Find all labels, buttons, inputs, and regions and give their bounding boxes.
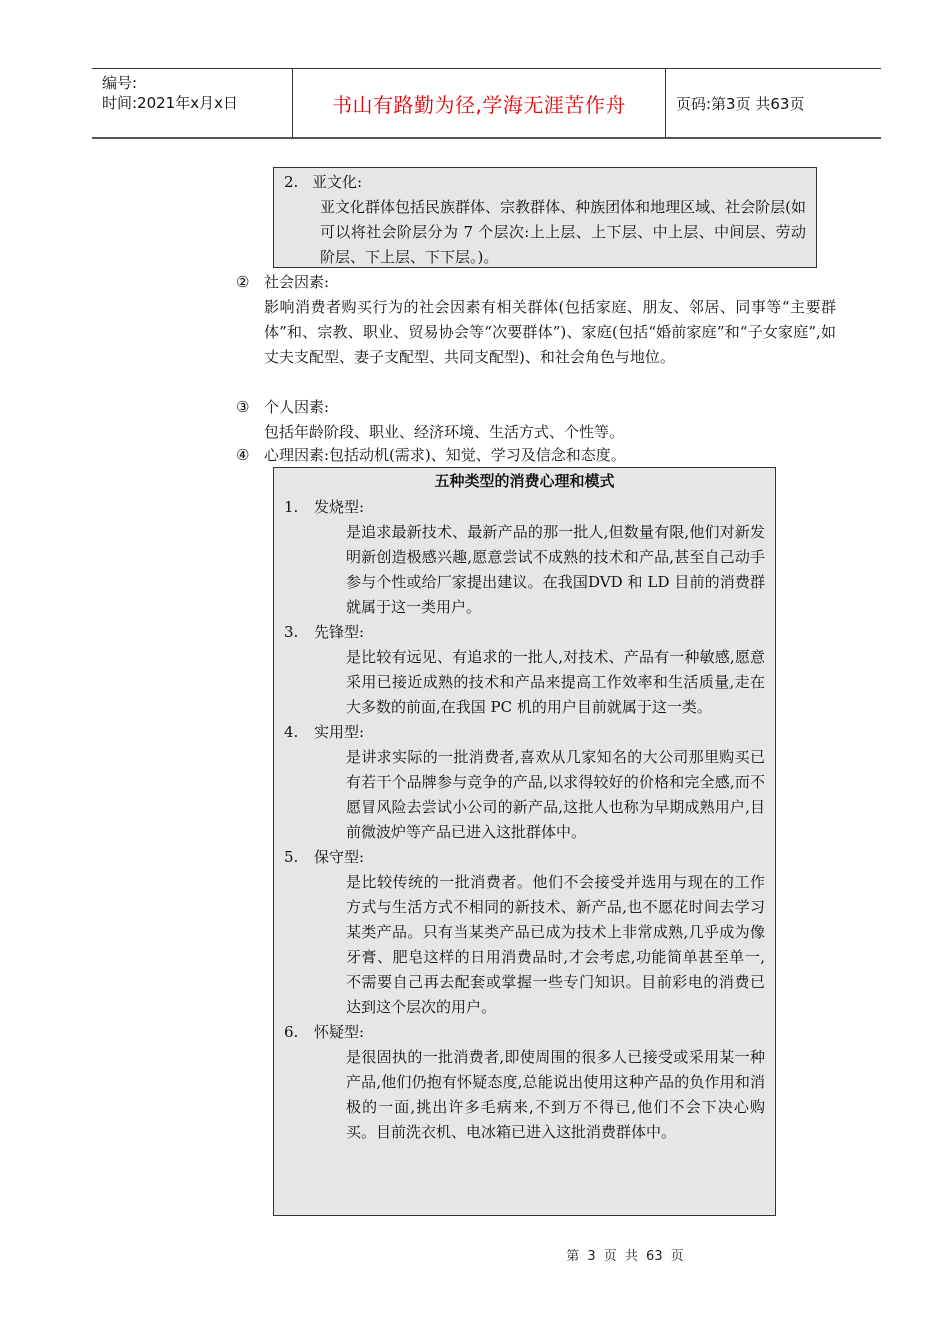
section-social-factors xyxy=(236,270,836,370)
section-heading xyxy=(236,443,836,468)
box-title: 五种类型的消费心理和模式 xyxy=(434,472,615,490)
section-title: 个人因素: xyxy=(264,398,330,416)
section-title: 心理因素:包括动机(需求)、知觉、学习及信念和态度。 xyxy=(264,446,626,464)
header-motto: 书山有路勤为径,学海无涯苦作舟 xyxy=(293,69,666,137)
item-body: 是追求最新技术、最新产品的那一批人,但数量有限,他们对新发明新创造极感兴趣,愿意尝试不成熟的技术和产品,甚至自己动手参与个性或给厂家提出建议。在我国DVD 和 LD 目前的消费群就属于这一类用户。 xyxy=(346,523,765,616)
section-psychological-factors xyxy=(236,443,836,468)
item-heading xyxy=(284,495,765,520)
item-number: 1. xyxy=(284,498,299,516)
item-heading xyxy=(284,1020,765,1045)
page-header xyxy=(92,68,881,139)
item-body: 是比较有远见、有追求的一批人,对技术、产品有一种敏感,愿意采用已接近成熟的技术和产品来提高工作效率和生活质量,走在大多数的前面,在我国 PC 机的用户目前就属于这一类。 xyxy=(346,648,765,716)
header-page-number: 页码:第3页 共63页 xyxy=(676,94,805,113)
item-body: 是讲求实际的一批消费者,喜欢从几家知名的大公司那里购买已有若干个品牌参与竞争的产品,以求得较好的价格和完全感,而不愿冒风险去尝试小公司的新产品,这批人也称为早期成熟用户,目前微波炉等产品已进入这批群体中。 xyxy=(346,748,765,841)
item-heading xyxy=(284,620,765,645)
item-heading xyxy=(284,720,765,745)
consumer-type-item xyxy=(284,620,765,720)
consumer-type-item xyxy=(284,720,765,845)
item-title: 发烧型: xyxy=(314,498,365,516)
item-title: 亚文化: xyxy=(312,173,363,191)
section-title: 社会因素: xyxy=(264,273,330,291)
circled-number: ② xyxy=(236,273,250,291)
section-heading xyxy=(236,270,836,295)
subculture-body: 亚文化群体包括民族群体、宗教群体、种族团体和地理区域、社会阶层(如可以将社会阶层分为 7 个层次:上上层、上下层、中上层、中间层、劳动阶层、下上层、下下层。)。 xyxy=(320,198,806,266)
circled-number: ③ xyxy=(236,398,250,416)
item-number: 2. xyxy=(284,173,299,191)
subculture-box xyxy=(273,167,817,268)
consumer-types-box xyxy=(273,467,776,1216)
item-title: 保守型: xyxy=(314,848,365,866)
section-personal-factors xyxy=(236,395,836,445)
document-time-label: 时间:2021年x月x日 xyxy=(102,94,238,112)
header-meta xyxy=(92,69,293,137)
item-number: 5. xyxy=(284,848,299,866)
section-body: 包括年龄阶段、职业、经济环境、生活方式、个性等。 xyxy=(264,423,625,441)
page-footer: 第 3 页 共 63 页 xyxy=(566,1249,684,1264)
item-title: 实用型: xyxy=(314,723,365,741)
consumer-type-item xyxy=(284,1020,765,1145)
consumer-type-item xyxy=(284,845,765,1020)
document-number-label: 编号: xyxy=(102,74,138,92)
consumer-type-item xyxy=(284,495,765,620)
item-number: 3. xyxy=(284,623,299,641)
item-number: 6. xyxy=(284,1023,299,1041)
item-heading xyxy=(284,845,765,870)
item-number: 4. xyxy=(284,723,299,741)
item-body: 是比较传统的一批消费者。他们不会接受并选用与现在的工作方式与生活方式不相同的新技术、新产品,也不愿花时间去学习某类产品。只有当某类产品已成为技术上非常成熟,几乎成为像牙膏、肥皂这样的日用消费品时,才会考虑,功能简单甚至单一,不需要自己再去配套或掌握一些专门知识。目前彩电的消费已达到这个层次的用户。 xyxy=(346,873,765,1016)
item-title: 先锋型: xyxy=(314,623,365,641)
section-heading xyxy=(236,395,836,420)
section-body: 影响消费者购买行为的社会因素有相关群体(包括家庭、朋友、邻居、同事等“主要群体”和、宗教、职业、贸易协会等“次要群体”)、家庭(包括“婚前家庭”和“子女家庭”,如丈夫支配型、妻子支配型、共同支配型)、和社会角色与地位。 xyxy=(264,298,836,366)
item-body: 是很固执的一批消费者,即使周围的很多人已接受或采用某一种产品,他们仍抱有怀疑态度,总能说出使用这种产品的负作用和消极的一面,挑出许多毛病来,不到万不得已,他们不会下决心购买。目前洗衣机、电冰箱已进入这批消费群体中。 xyxy=(346,1048,765,1141)
circled-number: ④ xyxy=(236,446,250,464)
item-title: 怀疑型: xyxy=(314,1023,365,1041)
subculture-heading xyxy=(284,170,806,195)
